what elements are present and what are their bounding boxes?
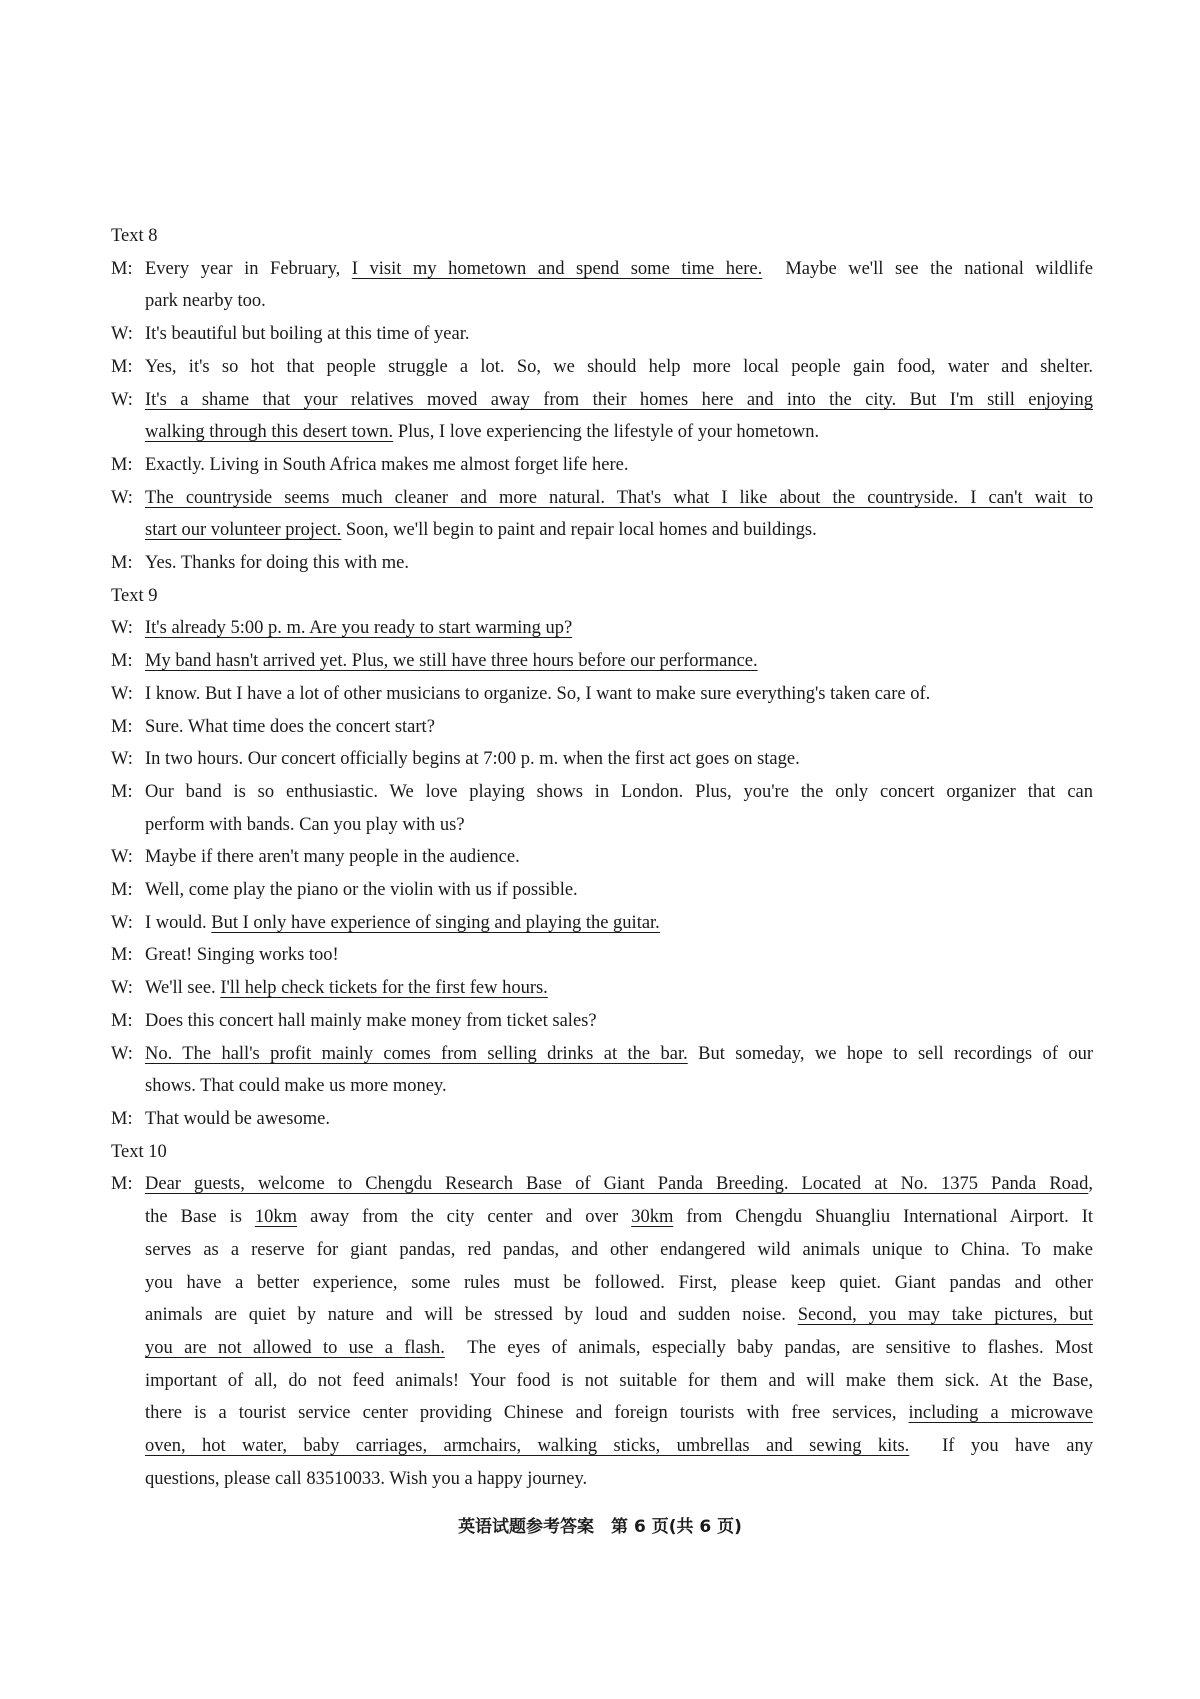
section-title-text-8: Text 8	[111, 226, 158, 246]
monologue-line: you are not allowed to use a flash. The eyes of animals, especially baby pandas, are sensitive to flashes. Most	[145, 1337, 1093, 1358]
dialogue-line: M: Yes, it's so hot that people struggle a lot. So, we should help more local people gain food, water and shelter.	[111, 351, 1093, 384]
section-title-text-10: Text 10	[111, 1141, 167, 1162]
speaker-label: W:	[111, 749, 133, 770]
underlined-answer: Second, you may take pictures, but	[797, 1305, 1093, 1326]
underlined-answer: you are not allowed to use a flash.	[145, 1337, 445, 1358]
monologue-line: oven, hot water, baby carriages, armchairs, walking sticks, umbrellas and sewing kits. If you have any	[145, 1436, 1093, 1457]
speaker-label: W:	[111, 618, 133, 639]
monologue-line: you have a better experience, some rules must be followed. First, please keep quiet. Giant pandas and other	[145, 1272, 1093, 1293]
dialogue-line: W: We'll see. I'll help check tickets for the first few hours.	[111, 972, 1093, 1005]
dialogue-continuation: park nearby too.	[145, 291, 266, 312]
underlined-answer: My band hasn't arrived yet. Plus, we still have three hours before our performance.	[145, 651, 758, 672]
speaker-label: W:	[111, 487, 133, 508]
dialogue-line: W: In two hours. Our concert officially begins at 7:00 p. m. when the first act goes on stage.	[111, 743, 1093, 776]
dialogue-continuation: shows. That could make us more money.	[145, 1076, 447, 1097]
speaker-label: W:	[111, 324, 133, 345]
underlined-answer: including a microwave	[908, 1403, 1093, 1424]
underlined-answer: 10km	[254, 1207, 298, 1228]
dialogue-line: M: Does this concert hall mainly make money from ticket sales?	[111, 1005, 1093, 1038]
underlined-answer: Dear guests, welcome to Chengdu Research Base of Giant Panda Breeding. Located at No. 1375 Panda Road	[145, 1174, 1089, 1195]
dialogue-line: W: I would. But I only have experience of singing and playing the guitar.	[111, 907, 1093, 940]
underlined-answer: It's already 5:00 p. m. Are you ready to start warming up?	[145, 618, 573, 639]
underlined-answer: But I only have experience of singing and playing the guitar.	[211, 912, 660, 933]
dialogue-line: M: Our band is so enthusiastic. We love playing shows in London. Plus, you're the only concert organizer that can	[111, 776, 1093, 809]
dialogue-line: W: I know. But I have a lot of other musicians to organize. So, I want to make sure everything's taken care of.	[111, 678, 1093, 711]
underlined-answer: start our volunteer project.	[145, 520, 342, 541]
speaker-label: W:	[111, 912, 133, 933]
speaker-label: W:	[111, 389, 133, 410]
speaker-label: M:	[111, 1108, 133, 1129]
listening-transcript	[111, 220, 1093, 1495]
speaker-label: M:	[111, 945, 133, 966]
speaker-label: M:	[111, 1174, 133, 1195]
monologue-line: M: Dear guests, welcome to Chengdu Research Base of Giant Panda Breeding. Located at No. 1375 Panda Road,	[111, 1168, 1093, 1201]
dialogue-line: M: Well, come play the piano or the violin with us if possible.	[111, 874, 1093, 907]
speaker-label: M:	[111, 781, 133, 802]
speaker-label: W:	[111, 978, 133, 999]
underlined-answer: The countryside seems much cleaner and more natural. That's what I like about the countryside. I can't wait to	[145, 487, 1093, 508]
dialogue-line: M: Yes. Thanks for doing this with me.	[111, 547, 1093, 580]
speaker-label: M:	[111, 553, 133, 574]
monologue-line: there is a tourist service center providing Chinese and foreign tourists with free services, including a microwave	[145, 1403, 1093, 1424]
dialogue-line	[111, 482, 1093, 515]
dialogue-line	[111, 612, 1093, 645]
dialogue-continuation: start our volunteer project. Soon, we'll begin to paint and repair local homes and buildings.	[145, 520, 817, 541]
speaker-label: M:	[111, 356, 133, 377]
underlined-answer: oven, hot water, baby carriages, armchairs, walking sticks, umbrellas and sewing kits.	[145, 1436, 910, 1457]
monologue-line: serves as a reserve for giant pandas, red pandas, and other endangered wild animals unique to China. To make	[145, 1239, 1093, 1260]
underlined-answer: It's a shame that your relatives moved away from their homes here and into the city. But I'm still enjoying	[145, 389, 1093, 410]
dialogue-line: W: No. The hall's profit mainly comes from selling drinks at the bar. But someday, we hope to sell recordings of our	[111, 1038, 1093, 1071]
speaker-label: M:	[111, 454, 133, 475]
dialogue-line	[111, 645, 1093, 678]
dialogue-line: M: That would be awesome.	[111, 1103, 1093, 1136]
page-footer: 英语试题参考答案 第 6 页(共 6 页)	[458, 1517, 742, 1537]
dialogue-line: M: Sure. What time does the concert start?	[111, 711, 1093, 744]
speaker-label: M:	[111, 1010, 133, 1031]
monologue-line: the Base is 10km away from the city center and over 30km from Chengdu Shuangliu International Airport. It	[145, 1207, 1094, 1228]
speaker-label: W:	[111, 847, 133, 868]
dialogue-continuation: perform with bands. Can you play with us?	[145, 814, 465, 835]
monologue-line: important of all, do not feed animals! Your food is not suitable for them and will make them sick. At the Base,	[145, 1370, 1093, 1391]
speaker-label: M:	[111, 880, 133, 901]
dialogue-continuation: walking through this desert town. Plus, I love experiencing the lifestyle of your hometown.	[145, 422, 820, 443]
speaker-label: M:	[111, 716, 133, 737]
dialogue-line: M: Great! Singing works too!	[111, 939, 1093, 972]
speaker-label: W:	[111, 1043, 133, 1064]
underlined-answer: walking through this desert town.	[145, 422, 394, 443]
speaker-label: W:	[111, 683, 133, 704]
monologue-line: questions, please call 83510033. Wish you a happy journey.	[145, 1468, 588, 1489]
dialogue-line: W: Maybe if there aren't many people in the audience.	[111, 841, 1093, 874]
speaker-label: M:	[111, 258, 133, 279]
underlined-answer: I visit my hometown and spend some time here.	[351, 258, 763, 279]
speaker-label: M:	[111, 651, 133, 672]
underlined-answer: I'll help check tickets for the first few hours.	[220, 978, 548, 999]
monologue-line: animals are quiet by nature and will be stressed by loud and sudden noise. Second, you may take pictures, but	[145, 1305, 1093, 1326]
underlined-answer: No. The hall's profit mainly comes from selling drinks at the bar.	[145, 1043, 688, 1064]
section-title-text-9: Text 9	[111, 585, 158, 606]
dialogue-line: M: Every year in February, I visit my hometown and spend some time here. Maybe we'll see the national wildlife	[111, 253, 1093, 286]
dialogue-line: M: Exactly. Living in South Africa makes me almost forget life here.	[111, 449, 1093, 482]
dialogue-line	[111, 384, 1093, 417]
dialogue-line: W: It's beautiful but boiling at this time of year.	[111, 318, 1093, 351]
underlined-answer: 30km	[631, 1207, 674, 1228]
